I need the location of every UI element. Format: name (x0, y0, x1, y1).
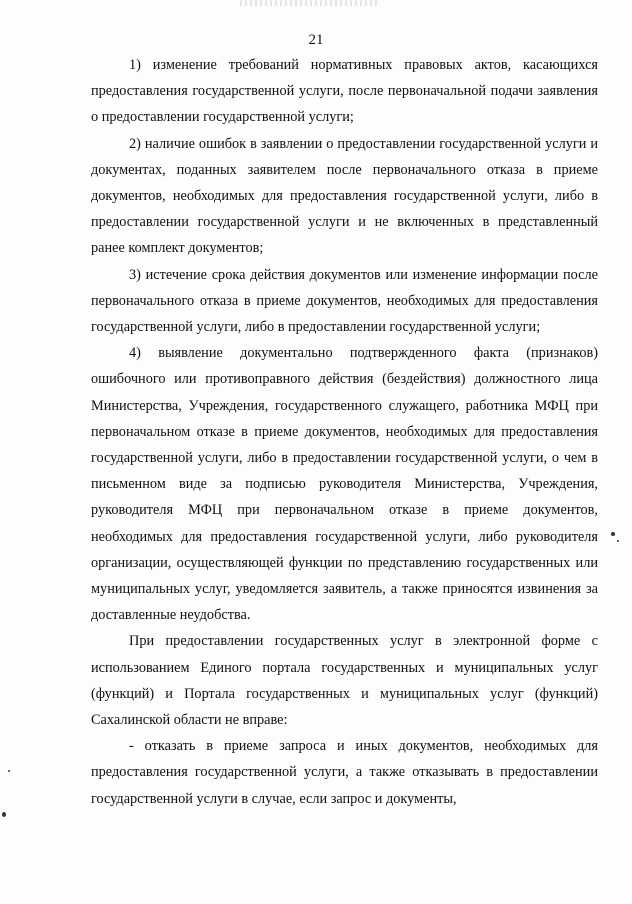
paragraph-item-4: 4) выявление документально подтвержденного факта (признаков) ошибочного или противоправного действия (бездействия) должностного лица Министерства, Учреждения, государственного служащего, работника МФЦ при первоначальном отказе в приеме документов, необходимых для предоставления государственной услуги, либо в предоставлении государственной услуги, о чем в письменном виде за подписью руководителя Министерства, Учреждения, руководителя МФЦ при первоначальном отказе в приеме документов, необходимых для предоставления государственной услуги, либо руководителя организации, осуществляющей функции по представлению государственных или муниципальных услуг, уведомляется заявитель, а также приносятся извинения за доставленные неудобства. (91, 345, 598, 624)
scan-speck (617, 540, 619, 542)
paragraph-item-3: 3) истечение срока действия документов или изменение информации после первоначального отказа в приеме документов, необходимых для предоставления государственной услуги, либо в предоставлении государственной услуги; (91, 266, 598, 336)
page-number: 21 (308, 32, 324, 48)
scan-speck (8, 770, 10, 772)
paragraph-refusal-clause: - отказать в приеме запроса и иных документов, необходимых для предоставления государственной услуги, а также отказывать в предоставлении государственной услуги в случае, если запрос и документы, (91, 738, 598, 807)
scan-artifact (240, 0, 380, 6)
scan-speck (611, 532, 615, 536)
paragraph-electronic-form: При предоставлении государственных услуг в электронной форме с использованием Единого портала государственных и муниципальных услуг (функций) и Портала государственных и муниципальных услуг (функций) Сахалинской области не вправе: (91, 633, 598, 729)
scan-speck (2, 812, 6, 817)
document-body (91, 52, 598, 812)
paragraph-item-2: 2) наличие ошибок в заявлении о предоставлении государственной услуги и документах, поданных заявителем после первоначального отказа в приеме документов, необходимых для предоставления государственной услуги, либо в предоставлении государственной услуги и не включенных в представленный ранее комплект документов; (91, 135, 598, 257)
paragraph-item-1: 1) изменение требований нормативных правовых актов, касающихся предоставления государственной услуги, после первоначальной подачи заявления о предоставлении государственной услуги; (91, 57, 598, 126)
